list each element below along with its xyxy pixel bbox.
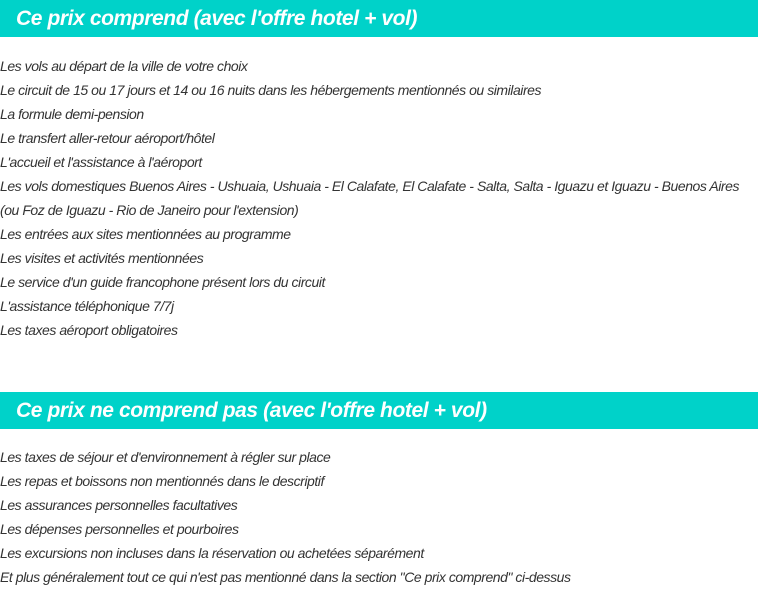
list-item: Le circuit de 15 ou 17 jours et 14 ou 16 nuits dans les hébergements mentionnés ou similaires (0, 82, 542, 98)
list-item: Les excursions non incluses dans la réservation ou achetées séparément (0, 545, 424, 561)
list-item: La formule demi-pension (0, 106, 144, 122)
list-item: Les assurances personnelles facultatives (0, 497, 238, 513)
list-item: Les visites et activités mentionnées (0, 250, 204, 266)
list-item: Les dépenses personnelles et pourboires (0, 521, 239, 537)
list-item: L'assistance téléphonique 7/7j (0, 298, 174, 314)
excluded-title: Ce prix ne comprend pas (avec l'offre hotel + vol) (16, 398, 487, 422)
list-item: Les vols domestiques Buenos Aires - Ushuaia, Ushuaia - El Calafate, El Calafate - Salta, Salta - Iguazu et Iguazu - Buenos Aires (ou Foz de Iguazu - Rio de Janeiro pour l'extension) (0, 178, 739, 218)
list-item: Les repas et boissons non mentionnés dans le descriptif (0, 473, 324, 489)
list-item: Et plus généralement tout ce qui n'est pas mentionné dans la section "Ce prix comprend" ci-dessus (0, 569, 571, 585)
list-item: L'accueil et l'assistance à l'aéroport (0, 154, 202, 170)
list-item: Les entrées aux sites mentionnées au programme (0, 226, 291, 242)
list-item: Le service d'un guide francophone présent lors du circuit (0, 274, 325, 290)
included-list (0, 54, 758, 342)
list-item: Les taxes de séjour et d'environnement à régler sur place (0, 449, 331, 465)
excluded-header (0, 392, 758, 429)
included-header (0, 0, 758, 37)
included-title: Ce prix comprend (avec l'offre hotel + vol) (16, 6, 418, 30)
list-item: Les taxes aéroport obligatoires (0, 322, 178, 338)
list-item: Le transfert aller-retour aéroport/hôtel (0, 130, 215, 146)
list-item: Les vols au départ de la ville de votre choix (0, 58, 248, 74)
excluded-list (0, 445, 758, 589)
